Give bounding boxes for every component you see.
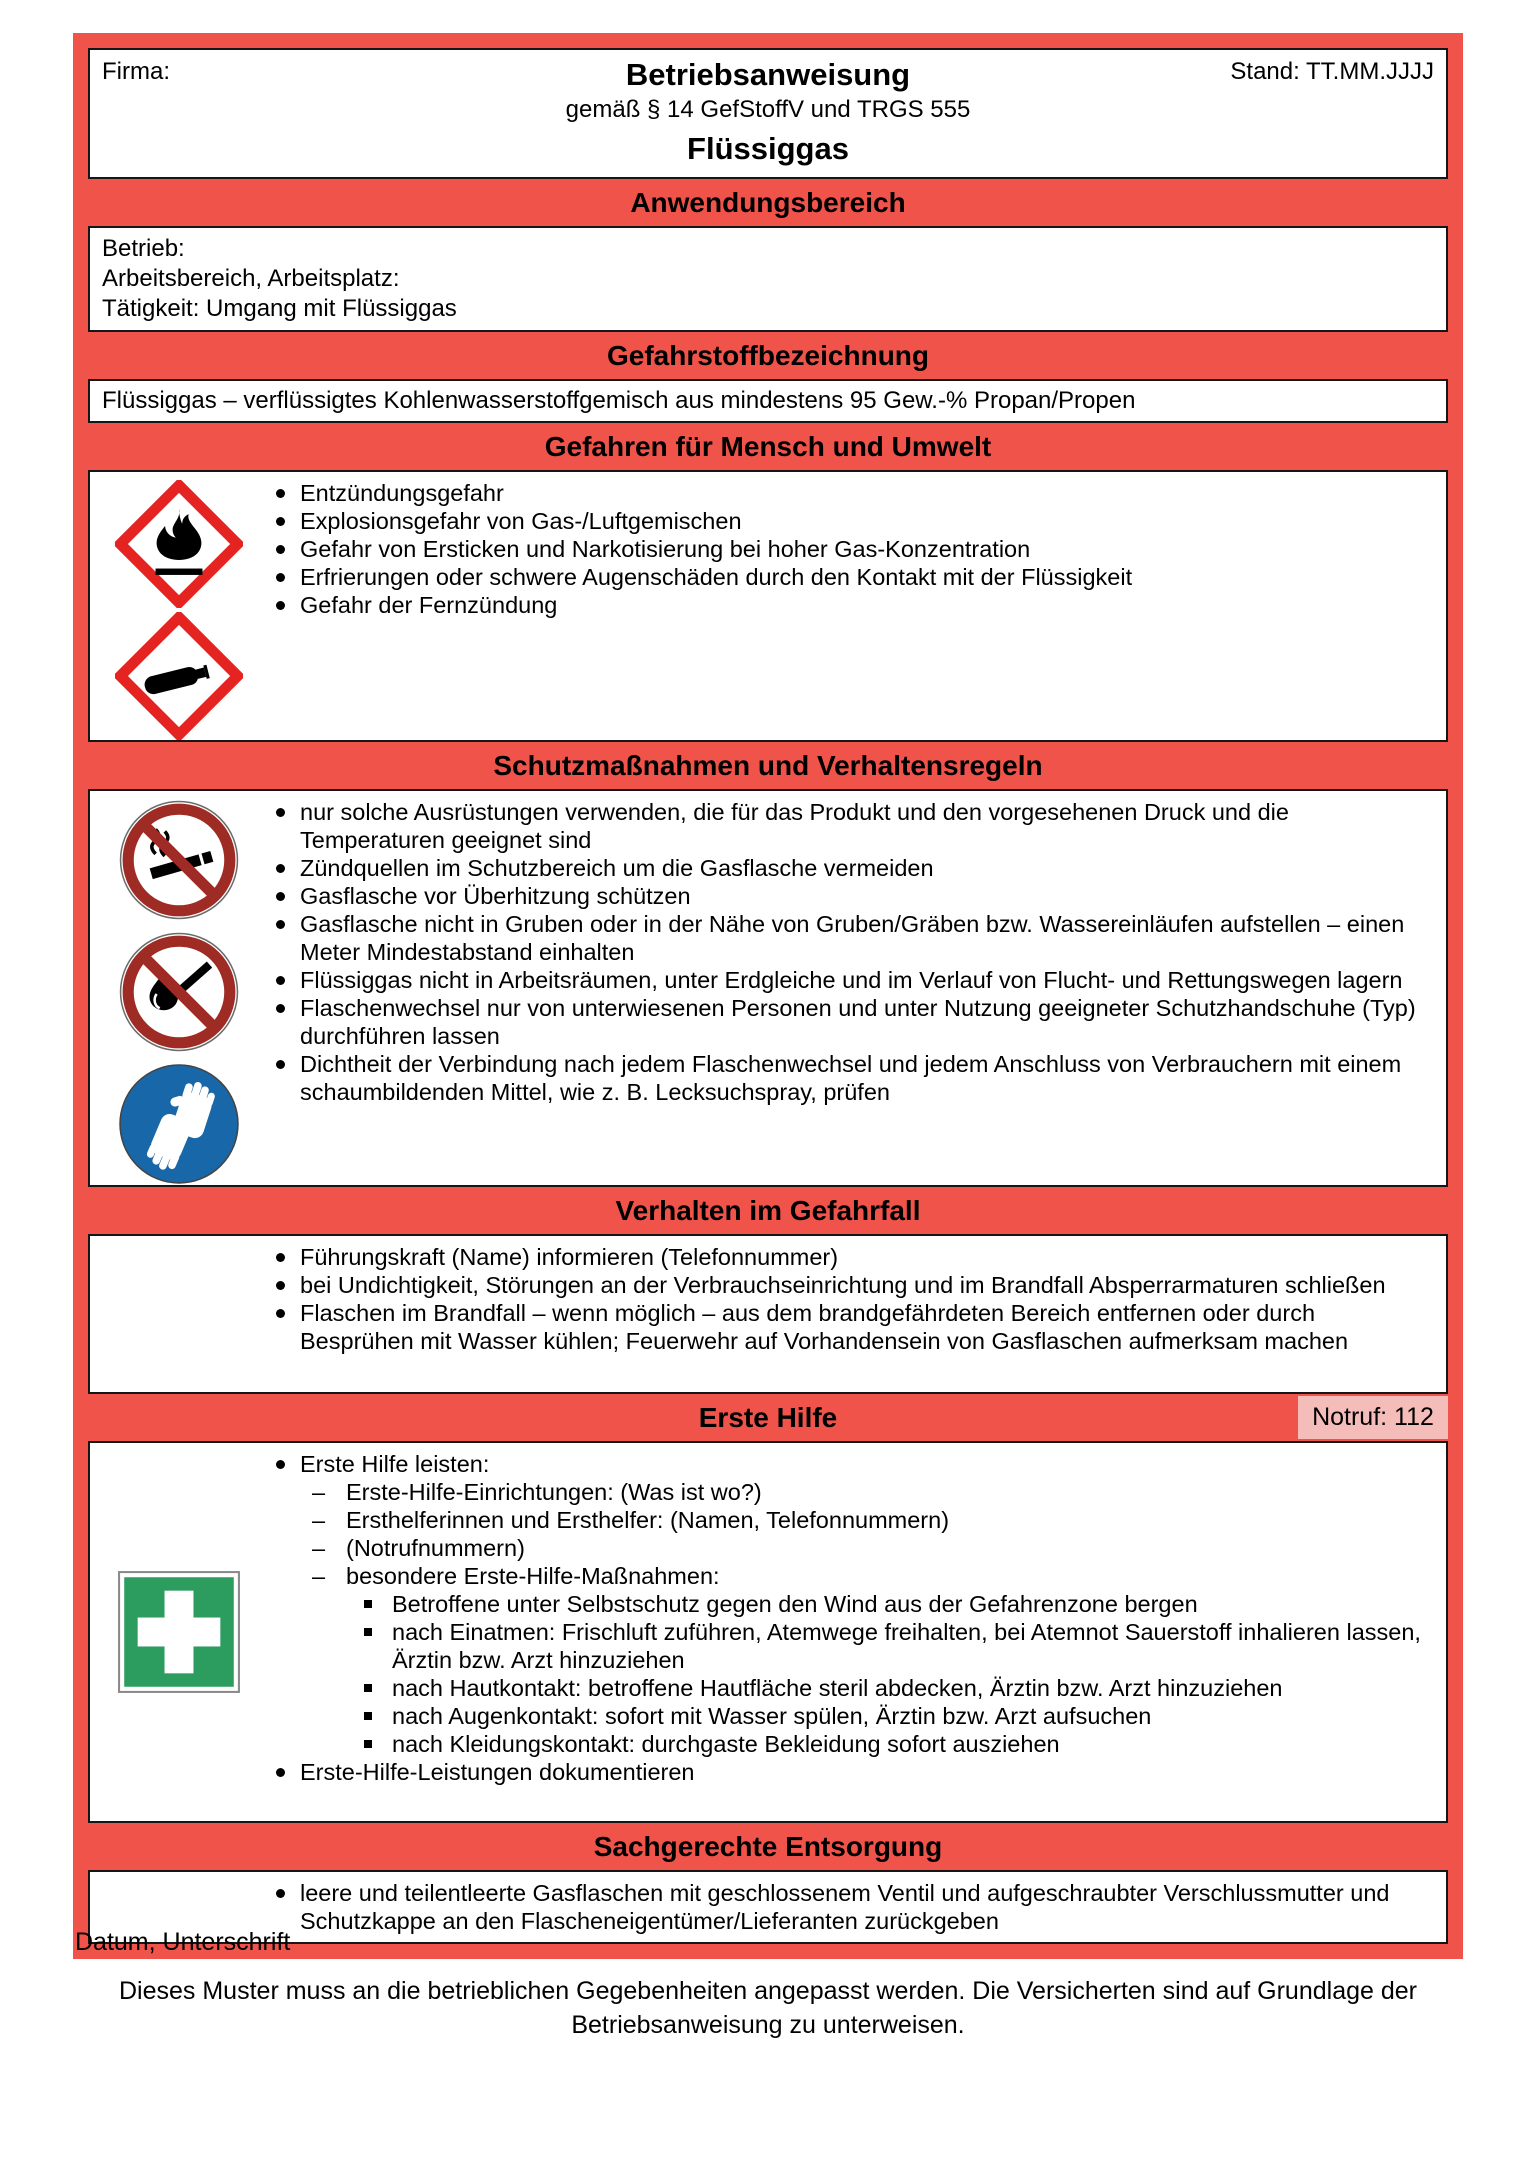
gefahren-text-column [268,472,1446,740]
list-item: – (Notrufnummern) [312,1534,1428,1562]
gefahrfall-bullets [268,1243,1428,1355]
list-item: Entzündungsgefahr [268,479,1428,507]
no-smoking-icon [118,799,240,921]
schutz-text-column [268,791,1446,1185]
erste-hilfe-icon-column [90,1443,268,1821]
section-header-entsorgung [88,1823,1448,1870]
section-title: Erste Hilfe [698,1401,838,1433]
list-item: nur solche Ausrüstungen verwenden, die für das Produkt und den vorgesehenen Druck und die Temperaturen geeignet sind [268,798,1428,854]
list-item: Erste Hilfe leisten: [268,1450,1428,1478]
schutz-bullets [268,798,1428,1106]
list-item: Erfrierungen oder schwere Augenschäden durch den Kontakt mit der Flüssigkeit [268,563,1428,591]
list-item: Flüssiggas nicht in Arbeitsräumen, unter Erdgleiche und im Verlauf von Flucht- und Rettungswegen lagern [268,966,1428,994]
section-title: Gefahren für Mensch und Umwelt [544,430,992,462]
list-item: bei Undichtigkeit, Störungen an der Verbrauchseinrichtung und im Brandfall Absperrarmaturen schließen [268,1271,1428,1299]
list-item: Gefahr der Fernzündung [268,591,1428,619]
anwendungsbereich-content [88,226,1448,332]
gefahren-icon-column [90,472,268,740]
section-title: Anwendungsbereich [630,186,906,218]
anwendungsbereich-lines [102,234,1434,324]
entsorgung-content [88,1870,1448,1944]
list-item: Gefahr von Ersticken und Narkotisierung bei hoher Gas-Konzentration [268,535,1428,563]
list-item: Betrieb: [102,235,185,262]
list-item: Zündquellen im Schutzbereich um die Gasflasche vermeiden [268,854,1428,882]
section-title: Sachgerechte Entsorgung [593,1830,943,1862]
list-item: nach Einatmen: Frischluft zuführen, Atemwege freihalten, bei Atemnot Sauerstoff inhalieren lassen, Ärztin bzw. Arzt hinzuziehen [358,1618,1428,1674]
gefahrfall-icon-column [90,1236,268,1392]
section-title: Gefahrstoffbezeichnung [606,339,929,371]
list-item: Dichtheit der Verbindung nach jedem Flaschenwechsel und jedem Anschluss von Verbrauchern mit einem schaumbildenden Mittel, wie z. B. Lecksuchspray, prüfen [268,1050,1428,1106]
list-item: Tätigkeit: Umgang mit Flüssiggas [102,295,457,322]
gefahrfall-text-column [268,1236,1446,1392]
betriebsanweisung-frame [73,33,1463,1959]
section-header-gefahren [88,423,1448,470]
firma-label: Firma: [102,58,170,85]
list-item: Betroffene unter Selbstschutz gegen den Wind aus der Gefahrenzone bergen [358,1590,1428,1618]
list-item: – Ersthelferinnen und Ersthelfer: (Namen, Telefonnummern) [312,1506,1428,1534]
list-item: nach Kleidungskontakt: durchgaste Bekleidung sofort ausziehen [358,1730,1428,1758]
gefahrfall-content [88,1234,1448,1394]
gefahrstoff-text: Flüssiggas – verflüssigtes Kohlenwasserstoffgemisch aus mindestens 95 Gew.-% Propan/Propen [102,387,1136,414]
entsorgung-text-column [268,1872,1446,1942]
no-open-flame-icon [118,931,240,1053]
notruf-badge: Notruf: 112 [1298,1396,1448,1439]
footer-note: Dieses Muster muss an die betrieblichen Gegebenheiten angepasst werden. Die Versicherten sind auf Grundlage der Betriebsanweisung zu unterweisen. [119,1977,1417,2039]
section-title: Verhalten im Gefahrfall [615,1194,921,1226]
list-item: Arbeitsbereich, Arbeitsplatz: [102,265,400,292]
gefahren-bullets [268,479,1428,619]
section-header-gefahrfall [88,1187,1448,1234]
section-title: Schutzmaßnahmen und Verhaltensregeln [493,749,1043,781]
section-header-schutzmassnahmen [88,742,1448,789]
gefahrstoff-content [88,379,1448,423]
schutzmassnahmen-content [88,789,1448,1187]
list-item: Erste-Hilfe-Leistungen dokumentieren [268,1758,1428,1786]
section-header-gefahrstoffbezeichnung [88,332,1448,379]
erste-hilfe-text-column [268,1443,1446,1821]
list-item: Gasflasche vor Überhitzung schützen [268,882,1428,910]
list-item: Flaschenwechsel nur von unterwiesenen Personen und unter Nutzung geeigneter Schutzhandschuhe (Typ) durchführen lassen [268,994,1428,1050]
wear-gloves-icon [118,1063,240,1185]
list-item: Führungskraft (Name) informieren (Telefonnummer) [268,1243,1428,1271]
document-header [88,48,1448,179]
list-item: – Erste-Hilfe-Einrichtungen: (Was ist wo?) [312,1478,1428,1506]
entsorgung-bullets [268,1879,1428,1935]
schutz-icon-column [90,791,268,1185]
document-subtitle: gemäß § 14 GefStoffV und TRGS 555 [565,96,971,123]
erste-hilfe-items [268,1450,1428,1786]
list-item: leere und teilentleerte Gasflaschen mit geschlossenem Ventil und aufgeschraubter Verschlussmutter und Schutzkappe an den Flascheneigentümer/Lieferanten zurückgeben [268,1879,1428,1935]
list-item: nach Hautkontakt: betroffene Hautfläche steril abdecken, Ärztin bzw. Arzt hinzuziehen [358,1674,1428,1702]
list-item: Explosionsgefahr von Gas-/Luftgemischen [268,507,1428,535]
first-aid-cross-icon [117,1570,241,1694]
signature-line: Datum, Unterschrift [75,1928,291,1956]
erste-hilfe-content [88,1441,1448,1823]
list-item: Flaschen im Brandfall – wenn möglich – aus dem brandgefährdeten Bereich entfernen oder durch Besprühen mit Wasser kühlen; Feuerwehr auf Vorhandensein von Gasflaschen aufmerksam machen [268,1299,1428,1355]
gefahren-content [88,470,1448,742]
section-header-erste-hilfe [88,1394,1448,1441]
ghs-gas-cylinder-icon [115,612,243,740]
ghs-flame-icon [115,480,243,608]
list-item: Gasflasche nicht in Gruben oder in der Nähe von Gruben/Gräben bzw. Wassereinläufen aufstellen – einen Meter Mindestabstand einhalten [268,910,1428,966]
list-item: – besondere Erste-Hilfe-Maßnahmen: [312,1562,1428,1590]
document-title: Betriebsanweisung [625,57,911,92]
stand-date-label: Stand: TT.MM.JJJJ [1230,58,1434,85]
substance-name: Flüssiggas [687,131,849,166]
section-header-anwendungsbereich [88,179,1448,226]
list-item: nach Augenkontakt: sofort mit Wasser spülen, Ärztin bzw. Arzt aufsuchen [358,1702,1428,1730]
